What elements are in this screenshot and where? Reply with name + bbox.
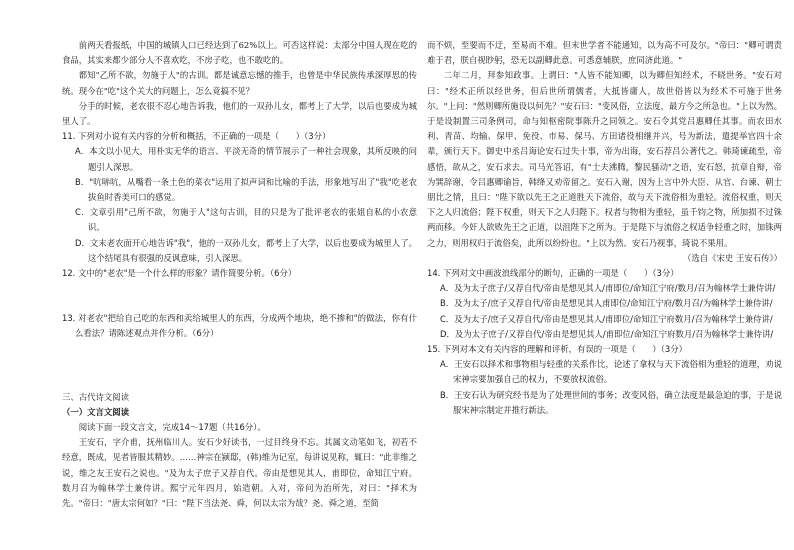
question-12: 12. 文中的"老农"是一个什么样的形象？请作简要分析。（6分） (62, 268, 297, 279)
question-11-stem: 11. 下列对小说有关内容的分析和概括，不正确的一项是（ ）（3分） (62, 131, 331, 142)
question-11-option-a: A．本文以小见大，用朴实无华的语言、平淡无奇的情节展示了一种社会现象，其所反映的问题引人深思。 (75, 146, 417, 172)
reading-instruction: 阅读下面一段文言文，完成14～17题（共16分）。 (78, 422, 266, 433)
question-15-option-a: A．王安石以择术和事物相与轻重的关系作比，论述了拿权与天下流俗相为重轻的道理，劝说宋神宗要加强自己的权力，不要放权流俗。 (440, 359, 782, 385)
question-11-option-c: C．文章引用"己所不欲，勿施于人"这句古训，目的只是为了批评老农的张姐自私的小农意识。 (75, 207, 417, 233)
classical-text: 王安石，字介甫，抚州临川人。安石少好读书，一过目终身不忘。其属文动笔如飞，初若不经意，既成，见者皆服其精妙。……神宗在颍邸，(韩)维为记室，每讲说见称，辄曰："此非维之说，维之友王安石之说也。"及为太子庶子又荐自代。帝由是想见其人，甫即位，命知江宁府。数月召为翰林学士兼侍讲。熙宁元年四月，始造朝。入对，帝问为治所先，对曰："择术为先。"帝曰："唐太宗何如？"曰："陛下当法尧、舜，何以太宗为哉？尧、舜之道，至简 (62, 437, 417, 509)
source-citation: （选自《宋史 王安石传》） (683, 252, 782, 263)
passage-paragraph: 都知"乙所不欲，勿施于人"的古训。都是诚意忘憾的推手，也曾是中华民族传承深厚思的传统。现今在"吃"这个关大的问题上，怎么竟搞不见？ (62, 70, 417, 96)
answer-space (62, 281, 417, 311)
question-15-option-b: B．王安石认为研究经书是为了处理世间的事务；改变风俗，确立法度是最急迫的事，于是说服宋神宗制定并推行新法。 (440, 389, 782, 415)
left-column (62, 38, 417, 511)
passage-paragraph: 分手的时候，老农很不忍心地告诉我，他们的一双孙儿女，都考上了大学，以后也要成为城里人了。 (62, 100, 417, 127)
classical-text: 二年二月，拜参知政事。上谓曰："人皆不能知卿，以为卿但知经术，不晓世务。"安石对曰："经术正所以经世务，但后世所谓儒者，大抵皆庸人，故世俗皆以为经术不可施于世务尔。"上问："然则卿所施设以何先？"安石曰："变风俗，立法度，最方今之所急也。"上以为然。于是设制置三司条例司，命与知枢密院事陈升之同领之。安石令其党吕惠卿任其事。而农田水利、青苗、均输、保甲、免役、市易、保马、方田诸役相继并兴，号为新法，遣提举官四十余辈，颁行天下。御史中丞吕诲论安石过失十事，帝为出诲，安石荐吕公著代之。韩琦谏疏至，帝感悟，欲从之，安石求去。司马光答诏，有"士夫沸腾，黎民骚动"之语，安石怒，抗章自辩，帝为巽辞谢，令吕惠卿谕旨，韩绛又劝帝留之。安石入谢，因为上言中外大臣、从官、台谏、朝士朋比之情，且曰："陛下欲以先王之正道胜天下流俗，故与天下流俗相为重轻。流俗权重，则天下之人归流俗；陛下权重，则天下之人归陛下。权者与物相为重轻，虽千钧之物，所加损不过铢两而移。今奸人欲败先王之正道，以沮陛下之所为。于是陛下与流俗之权适争轻重之时，加铢两之力，则用权归于流俗矣，此所以纷纷也。"上以为然。安石乃视事，琦说不果用。 (427, 70, 782, 248)
question-14-option-b: B．及为太子/庶子又荐自代/帝由是想见其人甫即位/命知江宁府/数月召/为翰林学士兼侍讲/ (440, 298, 773, 309)
question-14-option-d: D．及为太子庶子/又荐自代/帝由是想见其人/甫即位/命知江宁府数月/召为翰林学士兼侍讲/ (440, 328, 774, 339)
question-14-stem: 14. 下列对文中画波浪线部分的断句，正确的一项是（ ）（3分） (427, 268, 679, 279)
question-13: 13. 对老农"把给自己吃的东西和卖给城里人的东西，分成两个地块，绝不掺和"的做法，你有什么看法？请陈述观点并作分析。（6分） (62, 313, 417, 339)
passage-paragraph: 前两天看报纸，中国的城镇人口已经达到了62%以上。可否这样说：太部分中国人现在吃的食品，其实来都少部分人不喜欢吃，不房子吃，也不敢吃的。 (62, 40, 417, 66)
question-11-option-b: B．"吭哧吭，从嘴看一条土色的菜衣"运用了拟声词和比喻的手法，形象地写出了"我"吃老农拔鱼时香美可口的感觉。 (75, 176, 417, 203)
section-heading: 三、古代诗文阅读 (62, 391, 129, 402)
right-column (427, 38, 782, 418)
classical-text: 而不烦，至要而不迂，至易而不难。但末世学者不能通知，以为高不可及尔。"帝曰："卿可谓责难于君，朕自视眇躬，恐无以副卿此意。可悉意辅朕，庶同济此道。" (427, 40, 782, 66)
subsection-heading: （一）文言文阅读 (62, 406, 129, 417)
answer-space (62, 342, 417, 390)
question-14-option-a: A．及为太子庶子/又荐自代/帝由是想见其人/甫即位/命知江宁府/数月/召为翰林学士兼侍讲/ (440, 283, 776, 294)
question-14-option-c: C．及为太子/庶子又荐自代/帝由是想见其人/甫即位/命知江宁府数月/召为翰林学士兼侍讲/ (440, 313, 773, 324)
question-15-stem: 15. 下列对本文有关内容的理解和评析，有误的一项是（ ）（3分） (427, 344, 687, 355)
question-11-option-d: D．文末老农面开心地告诉"我"，他的一双孙儿女，都考上了大学，以后也要成为城里人了。这个结尾具有很强的反讽意味，引人深思。 (75, 237, 417, 263)
